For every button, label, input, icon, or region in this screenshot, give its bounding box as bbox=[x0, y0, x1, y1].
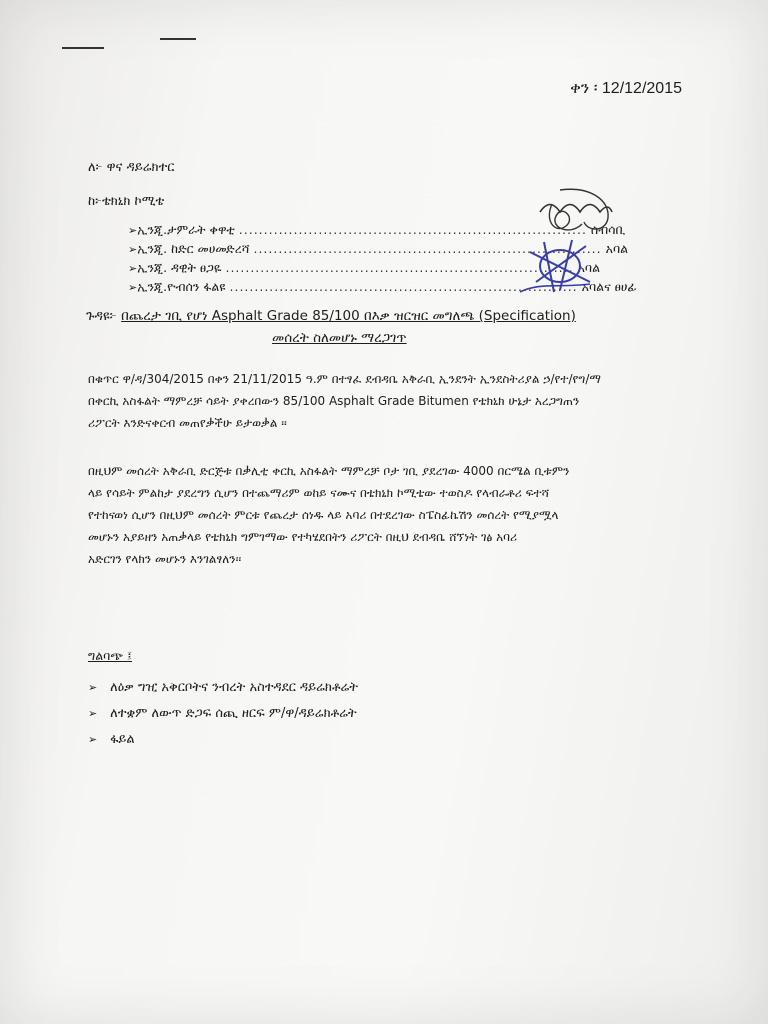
recipient-line: ለ፦ ዋና ዳይሬክተር bbox=[88, 160, 175, 175]
member-role: አባልና ፀሀፊ bbox=[581, 279, 637, 294]
member-role: አባል bbox=[577, 260, 601, 275]
cc-item bbox=[88, 680, 358, 706]
bullet-arrow-icon: ➢ bbox=[128, 262, 138, 275]
body-paragraph-2 bbox=[88, 460, 688, 570]
dot-leader: ...................................................................... bbox=[229, 279, 578, 294]
member-row bbox=[128, 279, 637, 298]
paragraph-line: ላይ የሳይት ምልከታ ያደረግን ሲሆን በተጨማሪም ወከይ ናሙና በቴክኒክ ኮሚቴው ተወስዶ የላብራቶሪ ፍተሻ bbox=[88, 486, 550, 500]
cc-item bbox=[88, 732, 358, 758]
bullet-arrow-icon: ➢ bbox=[88, 733, 98, 746]
member-row bbox=[128, 241, 629, 260]
member-name: ኢንጂ. ከድር መሀመድረሻ bbox=[137, 241, 250, 256]
bullet-arrow-icon: ➢ bbox=[88, 681, 98, 694]
cc-label: ግልባጭ ፤ bbox=[88, 648, 133, 663]
cc-list bbox=[88, 680, 358, 758]
subject-line bbox=[86, 308, 576, 324]
paragraph-line: መሆኑን አያይዘን አጠቃላይ የቴክኒክ ግምገማው የተካሄደበትን ሪፖርት በዚህ ደብዳቤ ሸኘነት ገፅ አባሪ bbox=[88, 530, 518, 544]
paragraph-line: የተከናወነ ሲሆን በዚህም መሰረት ምርቱ የጨረታ ሰነዱ ላይ አባሪ በተደረገው ስፔስፊኬሽን መሰረት የሚያሟላ bbox=[88, 508, 559, 522]
subject-text-continued: መሰረት ስለመሆኑ ማረጋገጥ bbox=[272, 330, 407, 346]
cc-item-text: ፋይል bbox=[110, 732, 135, 747]
paragraph-line: ሪፖርት እንድናቀርብ መጠየቃችሁ ይታወቃል ፡፡ bbox=[88, 416, 287, 430]
handwritten-signature-icon bbox=[500, 182, 620, 302]
paragraph-line: በቀርኪ አስፋልት ማምረቻ ሳይት ያቀረበውን 85/100 Asphalt Grade Bitumen የቴክኒክ ሁኔታ አረጋግጠን bbox=[88, 394, 580, 408]
bullet-arrow-icon: ➢ bbox=[88, 707, 98, 720]
letter-date: ቀን ፡ 12/12/2015 bbox=[570, 80, 682, 97]
subject-text: በጨረታ ገቢ የሆነ Asphalt Grade 85/100 በእቃ ዝርዝር መግለጫ (Specification) bbox=[121, 308, 576, 324]
member-role: ሰብሳቢ bbox=[590, 222, 626, 237]
paragraph-line: አድርገን የላክን መሆኑን እንገልፃለን፡፡ bbox=[88, 552, 242, 566]
top-mark-left bbox=[62, 47, 104, 49]
member-row bbox=[128, 222, 626, 241]
dot-leader: ...................................................................... bbox=[238, 222, 587, 237]
committee-members-list bbox=[128, 222, 637, 298]
member-role: አባል bbox=[605, 241, 629, 256]
bullet-arrow-icon: ➢ bbox=[128, 281, 138, 294]
bullet-arrow-icon: ➢ bbox=[128, 224, 138, 237]
body-paragraph-1 bbox=[88, 368, 688, 434]
paragraph-line: በዚህም መሰረት አቅራቢ ድርጅቱ በቃሊቲ ቀርኪ አስፋልት ማምረቻ ቦታ ገቢ ያደረገው 4000 በርሜል ቢቱምን bbox=[88, 464, 570, 478]
cc-item-text: ለዕቃ ግዢ አቅርቦትና ንብረት አስተዳደር ዳይሬክቶሬት bbox=[110, 680, 359, 695]
member-name: ኢንጂ.ዮብሰን ፋልዩ bbox=[137, 279, 226, 294]
cc-item-text: ለተቋም ለውጥ ድጋፍ ሰጪ ዘርፍ ም/ዋ/ዳይሬክቶሬት bbox=[110, 706, 357, 721]
paragraph-line: በቁጥር ዋ/ዳ/304/2015 በቀን 21/11/2015 ዓ.ም በተፃፈ ደብዳቤ አቅራቢ ኢንደንት ኢንደስትሪያል ኃ/የተ/የግ/ማ bbox=[88, 372, 601, 386]
subject-label: ጉዳዩ፦ bbox=[86, 308, 117, 324]
dot-leader: ...................................................................... bbox=[253, 241, 602, 256]
cc-item bbox=[88, 706, 358, 732]
member-name: ኢንጂ. ዳዊት ፀጋዬ bbox=[137, 260, 222, 275]
top-mark-right bbox=[160, 38, 196, 40]
member-row bbox=[128, 260, 601, 279]
member-name: ኢንጂ.ታምራት ቀዋቲ bbox=[137, 222, 235, 237]
sender-line: ከ፦ቴክኒክ ኮሚቴ bbox=[88, 194, 165, 209]
bullet-arrow-icon: ➢ bbox=[128, 243, 138, 256]
dot-leader: ...................................................................... bbox=[225, 260, 574, 275]
